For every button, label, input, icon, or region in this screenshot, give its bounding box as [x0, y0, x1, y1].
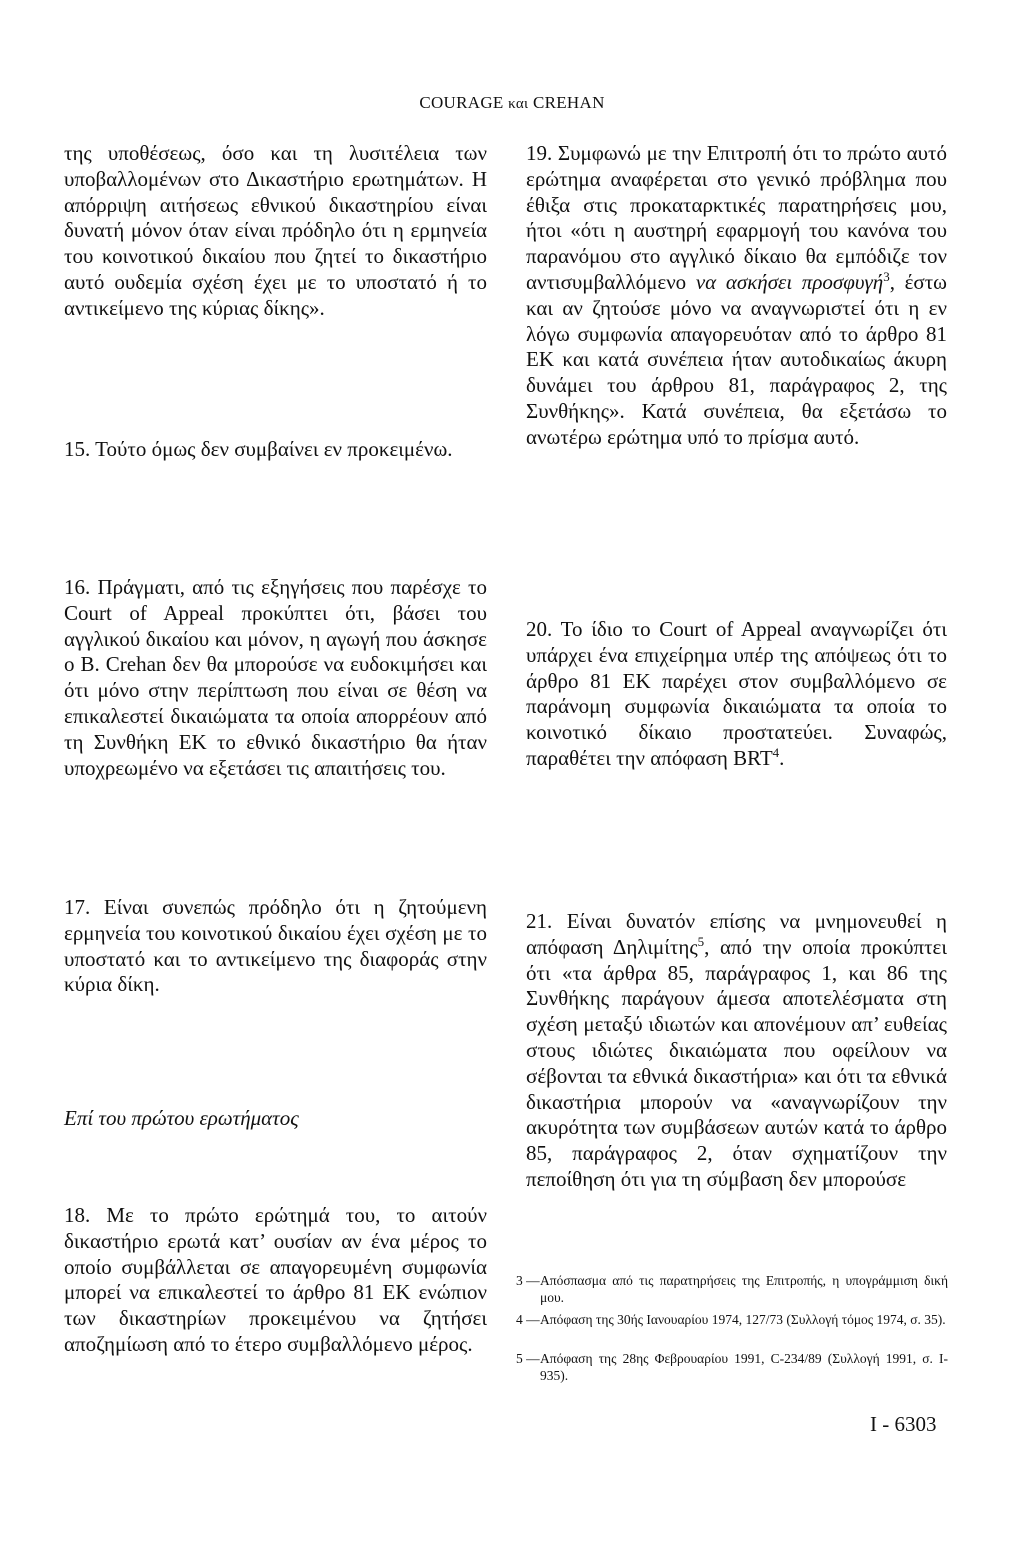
header-title-left: COURAGE: [419, 93, 504, 112]
paragraph-16: 16. Πράγματι, από τις εξηγήσεις που παρέσχε το Court of Appeal προκύπτει ότι, βάσει του αγγλικού δικαίου και μόνον, η αγωγή που άσκησε ο Β. Crehan δεν θα μπορούσε να ευδοκιμήσει και ότι μόνο στην περίπτωση που είναι σε θέση να επικαλεστεί δικαιώματα τα οποία απορρέουν από τη Συνθήκη ΕΚ το εθνικό δικαστήριο θα ήταν υποχρεωμένο να εξετάσει τις απαιτήσεις του.: [64, 575, 487, 780]
section-heading: Επί του πρώτου ερωτήματος: [64, 1106, 299, 1130]
footnote-5: 5 — Απόφαση της 28ης Φεβρουαρίου 1991, C-234/89 (Συλλογή 1991, σ. I-935).: [516, 1351, 948, 1383]
running-header: [0, 93, 1024, 113]
footnote-ref-3: 3: [883, 268, 890, 284]
header-conjunction: και: [508, 96, 529, 112]
paragraph-15: 15. Τούτο όμως δεν συμβαίνει εν προκειμένω.: [64, 437, 453, 461]
paragraph-18: 18. Με το πρώτο ερώτημά του, το αιτούν δικαστήριο ερωτά κατ’ ουσίαν αν ένα μέρος το οποίο συμβάλλεται σε απαγορευμένη συμφωνία μπορεί να επικαλεστεί το άρθρο 81 ΕΚ ενώπιον των δικαστηρίων προκειμένου να ζητήσει αποζημίωση από το έτερο συμβαλλόμενο μέρος.: [64, 1203, 487, 1356]
footnote-3: 3 — Απόσπασμα από τις παρατηρήσεις της Επιτροπής, η υπογράμμιση δική μου.: [516, 1273, 948, 1305]
footnote-ref-4: 4: [772, 744, 780, 760]
paragraph-19: 19. Συμφωνώ με την Επιτροπή ότι το πρώτο αυτό ερώτημα αναφέρεται στο γενικό πρόβλημα που έθιξα στις προκαταρκτικές παρατηρήσεις μου, ήτοι «ότι η αυστηρή εφαρμογή του κανόνα του παρανόμου στο αγγλικό δίκαιο θα εμπόδιζε τον αντισυμβαλλόμενο να ασκήσει προσφυγή$^3$, έστω και αν ζητούσε μόνο να αναγνωριστεί ότι η εν λόγω συμφωνία απαγορευόταν από το άρθρο 81 ΕΚ και κατά συνέπεια ήταν αυτοδικαίως άκυρη δυνάμει του άρθρου 81, παράγραφος 2, της Συνθήκης». Κατά συνέπεια, θα εξετάσω το ανωτέρω ερώτημα υπό το πρίσμα αυτό.: [526, 141, 947, 449]
footnote-ref-5: 5: [697, 933, 705, 949]
paragraph-14-continued: της υποθέσεως, όσο και τη λυσιτέλεια των υποβαλλομένων στο Δικαστήριο ερωτημάτων. Η απόρριψη αιτήσεως εθνικού δικαστηρίου είναι δυνατή μόνον όταν είναι πρόδηλο ότι η ερμηνεία του κοινοτικού δικαίου που ζητεί το δικαστήριο αυτό ουδεμία σχέση έχει με το υποστατό ή το αντικείμενο της κύριας δίκης».: [64, 141, 487, 320]
paragraph-21: 21. Είναι δυνατόν επίσης να μνημονευθεί η απόφαση Δηλιμίτης$^5$, από την οποία προκύπτει ότι «τα άρθρα 85, παράγραφος 1, και 86 της Συνθήκης παράγουν άμεσα αποτελέσματα στη σχέση μεταξύ ιδιωτών και απονέμουν απ’ ευθείας στους ιδιώτες δικαιώματα που οφείλουν να σέβονται τα εθνικά δικαστήρια» και ότι τα εθνικά δικαστήρια μπορούν να «αναγνωρίζουν την ακυρότητα των συμβάσεων αυτών κατά το άρθρο 85, παράγραφος 2, όταν σχηματίζουν την πεποίθηση ότι για τη σύμβαση δεν μπορούσε: [526, 909, 947, 1191]
paragraph-17: 17. Είναι συνεπώς πρόδηλο ότι η ζητούμενη ερμηνεία του κοινοτικού δικαίου έχει σχέση με το υποστατό και το αντικείμενο της διαφοράς στην κύρια δίκη.: [64, 895, 487, 997]
page-number: I - 6303: [870, 1412, 937, 1436]
paragraph-20: 20. Το ίδιο το Court of Appeal αναγνωρίζει ότι υπάρχει ένα επιχείρημα υπέρ της απόψεως ότι το άρθρο 81 ΕΚ παρέχει στον συμβαλλόμενο σε παράνομη συμφωνία δικαιώματα τα οποία το κοινοτικό δίκαιο προστατεύει. Συναφώς, παραθέτει την απόφαση BRT$^4$.: [526, 617, 947, 770]
footnote-4: 4 — Απόφαση της 30ής Ιανουαρίου 1974, 127/73 (Συλλογή τόμος 1974, σ. 35).: [516, 1312, 946, 1327]
emphasis-text: να ασκήσει προσφυγή: [695, 269, 884, 294]
header-title-right: CREHAN: [532, 93, 605, 112]
